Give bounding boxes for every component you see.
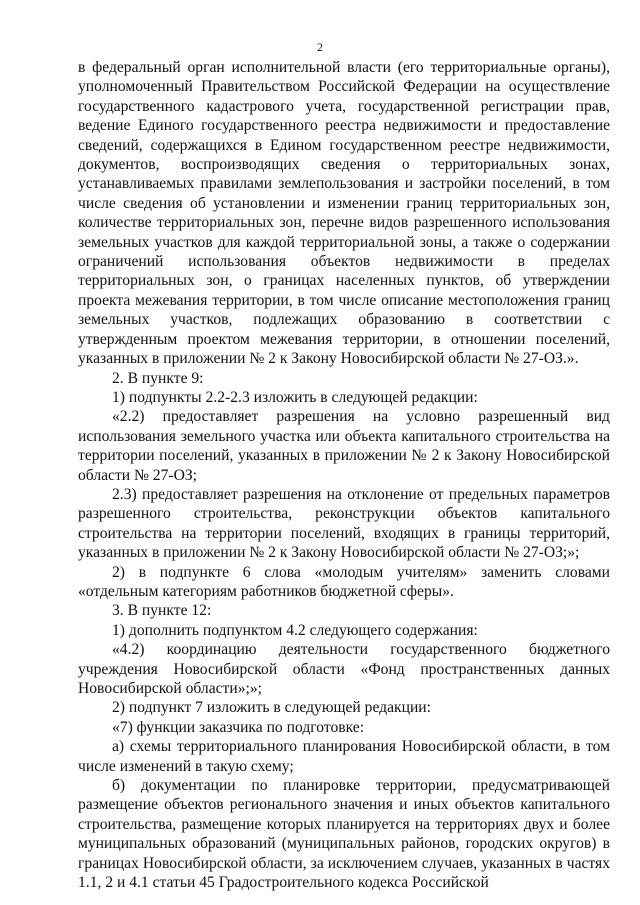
paragraph-item-2: 2. В пункте 9: [112,369,204,387]
paragraph-clause-7: «7) функции заказчика по подготовке: [112,718,365,736]
paragraph-clause-7-a: а) схемы территориального планирования Новосибирской области, в том числе изменений в такую схему; [78,738,610,775]
paragraph-item-3: 3. В пункте 12: [112,602,212,620]
paragraph-subitem-3-2: 2) подпункт 7 изложить в следующей редакции: [112,699,431,717]
document-body [78,58,610,892]
paragraph-subitem-2-1: 1) подпункты 2.2-2.3 изложить в следующей редакции: [112,388,478,406]
paragraph-subitem-3-1: 1) дополнить подпунктом 4.2 следующего содержания: [112,621,478,639]
paragraph-clause-2-3: 2.3) предоставляет разрешения на отклонение от предельных параметров разрешенного строительства, реконструкции объектов капитального строительства на территории поселений, входящих в границы территорий, указанных в приложении № 2 к Закону Новосибирской области № 27-ОЗ;»; [78,485,610,562]
paragraph-subitem-2-2: 2) в подпункте 6 слова «молодым учителям» заменить словами «отдельным категориям работников бюджетной сферы». [78,563,610,600]
paragraph-clause-2-2: «2.2) предоставляет разрешения на условно разрешенный вид использования земельного участка или объекта капитального строительства на территории поселений, указанных в приложении № 2 к Закону Новосибирской области № 27-ОЗ; [78,408,610,484]
paragraph-clause-7-b: б) документации по планировке территории, предусматривающей размещение объектов регионального значения и иных объектов капитального строительства, размещение которых планируется на территориях двух и более муниципальных образований (муниципальных районов, городских округов) в границах Новосибирской области, за исключением случаев, указанных в частях 1.1, 2 и 4.1 статьи 45 Градостроительного кодекса Российской [78,777,610,892]
paragraph-continuation: в федеральный орган исполнительной власти (его территориальные органы), уполномоченный Правительством Российской Федерации на осуществление государственного кадастрового учета, государственной регистрации прав, ведение Единого государственного реестра недвижимости и предоставление сведений, содержащихся в Едином государственном реестре недвижимости, документов, воспроизводящих сведения о территориальных зонах, устанавливаемых правилами землепользования и застройки поселений, в том числе сведения об установлении и изменении границ территориальных зон, количестве территориальных зон, перечне видов разрешенного использования земельных участков для каждой территориальной зоны, а также о содержании ограничений использования объектов недвижимости в пределах территориальных зон, о границах населенных пунктов, об утверждении проекта межевания территории, в том числе описание местоположения границ земельных участков, подлежащих образованию в соответствии с утвержденным проектом межевания территории, в отношении поселений, указанных в приложении № 2 к Закону Новосибирской области № 27-ОЗ.». [78,59,610,368]
paragraph-clause-4-2: «4.2) координацию деятельности государственного бюджетного учреждения Новосибирской области «Фонд пространственных данных Новосибирской области»;»; [78,641,610,697]
page-number: 2 [317,40,323,54]
